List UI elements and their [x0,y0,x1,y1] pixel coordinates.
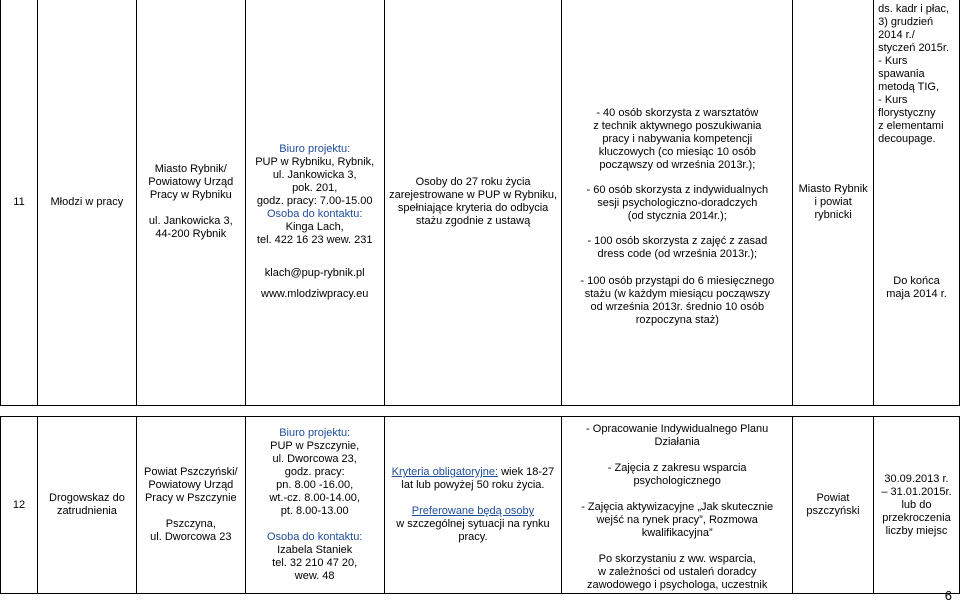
outcome-line: pracy i nabywania kompetencji [602,132,753,145]
outcome-item [565,235,789,261]
applicant-line: Miasto Rybnik/ [154,163,227,175]
outcome-item [565,423,789,449]
office-line: ul. Dworcowa 23, [272,453,357,465]
outcomes [562,417,793,594]
contact-title: Osoba do kontaktu: [266,531,363,543]
note-line: metodą TIG, [878,81,940,93]
outcome-line: od września 2013r. średnio 10 osób [590,300,765,313]
outcome-item [565,501,789,540]
target-line: pracy. [458,531,488,543]
note-line: - Kurs [878,94,908,106]
office-line: godz. pracy: [284,466,345,478]
area-line: i powiat rybnicki [814,195,852,221]
spacer [565,449,789,462]
note-line: styczeń 2015r. [878,42,950,54]
office-line: PUP w Pszczynie, [270,440,360,452]
preferred-label: Preferowane będą osoby [411,505,535,517]
area-line: Miasto Rybnik [798,182,868,195]
deadline-text [874,275,959,301]
deadline-line: – 31.01.2015r. [881,485,952,498]
outcome-line: kluczowych (co miesiąc 10 osób [598,145,756,158]
target-line: Osoby do 27 roku życia [415,176,531,188]
office-title: Biuro projektu: [279,142,351,155]
note-line: 2014 r./ [878,29,915,41]
name-line: zatrudnienia [56,505,117,517]
target-line: spełniające kryteria do odbycia [397,202,549,214]
area-line: pszczyński [806,505,860,517]
target-group [384,0,562,406]
note-line: florystyczny [878,107,936,119]
spacer [565,172,789,184]
project-office [245,417,384,594]
office-line: wt.-cz. 8.00-14.00, [269,492,360,504]
obligatory-criteria-label: Kryteria obligatoryjne: [391,466,499,478]
spacer [140,505,242,518]
applicant-line: Powiat Pszczyński/ [144,466,238,478]
outcome-line: - 100 osób skorzysta z zajęć z zasad [587,234,768,247]
applicant-line: Powiatowy Urząd [148,176,234,188]
outcome-line: - Zajęcia aktywizacyjne „Jak skutecznie [581,501,774,513]
contact-line: Kinga Lach, [285,220,344,233]
applicant-line: Pracy w Pszczynie [144,492,237,504]
applicant-line: ul. Dworcowa 23 [150,531,232,543]
deadline-line: maja 2014 r. [886,288,947,300]
note-line: spawania [878,68,925,80]
spacer [565,540,789,553]
outcome-line: zawodowego i psychologa, uczestnik [586,579,768,591]
applicant-line: ul. Jankowicka 3, [148,215,233,227]
outcome-line: Po skorzystaniu z ww. wsparcia, [598,553,756,565]
office-line: pn. 8.00 -16.00, [276,479,354,491]
contact-title: Osoba do kontaktu: [267,207,363,220]
area [793,0,874,406]
office-line: godz. pracy: 7.00-15.00 [256,194,373,207]
deadline-line: Do końca [893,275,940,287]
office-line: pt. 8.00-13.00 [280,505,349,517]
applicant-line: Pracy w Rybniku [149,189,232,201]
row-number: 12 [1,417,38,594]
outcome-line: (od stycznia 2014r.); [627,209,727,222]
spacer [140,202,242,215]
spacer [249,280,381,288]
target-group [384,417,562,594]
name-line: Drogowskaz do [49,492,125,504]
deadline-line: liczby miejsc [885,524,948,537]
project-office [245,0,384,406]
deadline-line: lub do [901,498,932,511]
applicant-line: 44-200 Rybnik [155,228,227,240]
outcome-line: kwalifikacyjna” [641,527,713,539]
applicant-line: Pszczyna, [165,518,216,530]
outcome-item [565,462,789,488]
office-line: PUP w Rybniku, Rybnik, [255,155,375,168]
spacer [565,223,789,235]
website-link[interactable]: www.mlodziwpracy.eu [261,287,369,300]
outcome-line: stażu (w każdym miesiącu począwszy [584,287,770,300]
page-number: 6 [944,588,952,603]
outcomes [562,0,793,406]
row-number: 11 [1,0,38,406]
outcome-item [565,107,789,172]
area [793,417,874,594]
note-line: 3) grudzień [878,16,934,28]
office-line: pok. 201, [292,181,338,194]
contact-line: Izabela Staniek [277,544,353,556]
target-line [388,466,559,479]
outcome-line: począwszy od września 2013r.); [599,158,756,171]
outcome-line: wejść na rynek pracy”, Rozmowa [596,514,758,526]
office-title: Biuro projektu: [279,427,351,439]
spacer [388,492,559,505]
deadline [874,0,960,406]
outcome-line: sesji psychologiczno-doradczych [597,196,758,209]
deadline [873,417,959,594]
spacer [565,488,789,501]
outcome-line: Działania [654,436,700,448]
outcome-item [565,275,789,327]
applicant-line: Powiatowy Urząd [148,479,234,491]
project-name [37,417,136,594]
target-line: w szczególnej sytuacji na rynku [396,518,550,530]
spacer [565,261,789,275]
outcome-line: rozpoczyna staż) [635,313,719,326]
outcome-line: - 60 osób skorzysta z indywidualnych [586,183,769,196]
office-line: ul. Jankowicka 3, [272,168,357,181]
outcome-line: dress code (od września 2013r.); [597,247,758,260]
deadline-line: przekroczenia [882,511,951,524]
outcome-line: - Zajęcia z zakresu wsparcia [607,462,747,474]
outcome-line: z technik aktywnego poszukiwania [593,119,762,132]
target-line: zarejestrowane w PUP w Rybniku, [389,189,558,201]
area-line: Powiat [816,492,850,504]
contact-line: tel. 32 210 47 20, [272,557,358,569]
deadline-line: 30.09.2013 r. [884,472,949,485]
outcome-line: - 40 osób skorzysta z warsztatów [596,106,759,119]
extra-notes [878,3,957,146]
note-line: - Kurs [878,55,908,67]
target-text: wiek 18-27 [498,466,555,478]
target-line: lat lub powyżej 50 roku życia. [401,479,545,491]
contact-line: wew. 48 [294,570,335,582]
spacer [249,247,381,267]
note-line: z elementami [878,120,944,132]
outcome-line: - 100 osób przystąpi do 6 miesięcznego [580,274,775,287]
email-link[interactable]: klach@pup-rybnik.pl [264,266,365,279]
table-row-12 [0,416,960,594]
outcome-item [565,553,789,592]
applicant [136,0,245,406]
outcome-line: - Opracowanie Indywidualnego Planu [586,423,769,435]
outcome-item [565,184,789,223]
note-line: decoupage. [878,133,936,145]
outcome-line: psychologicznego [633,475,721,487]
applicant [136,417,245,594]
target-line: stażu zgodnie z ustawą [415,215,531,227]
note-line: ds. kadr i płac, [878,3,950,15]
outcome-line: w zależności od ustaleń doradcy [597,566,757,578]
contact-line: tel. 422 16 23 wew. 231 [256,233,373,246]
project-name: Młodzi w pracy [37,0,136,406]
